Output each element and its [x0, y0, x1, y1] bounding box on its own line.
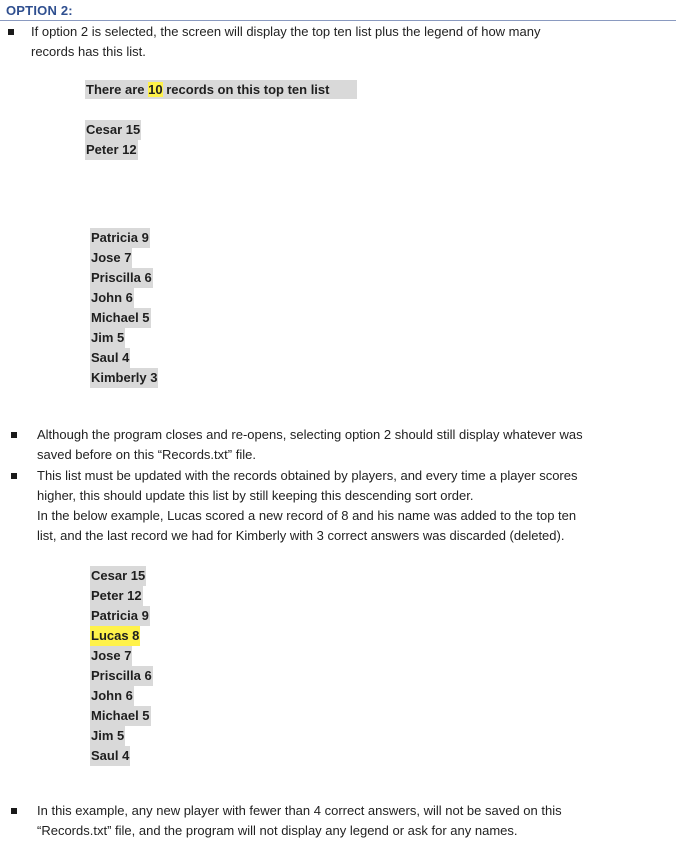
paragraph-line: In the below example, Lucas scored a new record of 8 and his name was added to the top ten	[37, 508, 577, 523]
list-item: Priscilla 6	[90, 268, 153, 288]
list-item: Saul 4	[90, 348, 130, 368]
paragraph-line: This list must be updated with the records obtained by players, and every time a player scores	[37, 468, 578, 483]
list-item: Peter 12	[90, 586, 143, 606]
paragraph-line: list, and the last record we had for Kimberly with 3 correct answers was discarded (deleted).	[37, 528, 565, 543]
legend-count: 10	[148, 82, 163, 97]
updated-top-ten-list	[90, 566, 153, 766]
list-item: Peter 12	[85, 140, 138, 160]
list-item: Jim 5	[90, 726, 125, 746]
paragraph-line: higher, this should update this list by still keeping this descending sort order.	[37, 488, 474, 503]
top-ten-list-part-2	[90, 228, 158, 388]
list-item: Saul 4	[90, 746, 130, 766]
bullet-marker	[11, 808, 17, 814]
bullet-paragraph-1	[31, 22, 540, 62]
list-item: Kimberly 3	[90, 368, 158, 388]
bullet-marker	[11, 432, 17, 438]
legend-prefix: There are	[86, 82, 149, 97]
list-item: Cesar 15	[85, 120, 141, 140]
bullet-marker	[11, 473, 17, 479]
paragraph-line: “Records.txt” file, and the program will not display any legend or ask for any names.	[37, 823, 518, 838]
bullet-paragraph-2	[37, 425, 583, 465]
paragraph-line: In this example, any new player with fewer than 4 correct answers, will not be saved on this	[37, 803, 562, 818]
section-heading: OPTION 2:	[6, 3, 73, 18]
list-item: Jose 7	[90, 248, 132, 268]
list-item: Jim 5	[90, 328, 125, 348]
bullet-paragraph-3	[37, 466, 578, 546]
paragraph-line: saved before on this “Records.txt” file.	[37, 447, 256, 462]
list-item: Patricia 9	[90, 228, 150, 248]
list-item-new-record: Lucas 8	[90, 626, 140, 646]
list-item: Cesar 15	[90, 566, 146, 586]
list-item: Priscilla 6	[90, 666, 153, 686]
records-legend	[85, 80, 357, 99]
list-item: John 6	[90, 288, 134, 308]
list-item: Jose 7	[90, 646, 132, 666]
paragraph-line: Although the program closes and re-opens, selecting option 2 should still display whatever was	[37, 427, 583, 442]
list-item: Patricia 9	[90, 606, 150, 626]
paragraph-line: records has this list.	[31, 44, 146, 59]
bullet-marker	[8, 29, 14, 35]
bullet-paragraph-4	[37, 801, 562, 841]
heading-rule	[0, 20, 676, 21]
legend-suffix: records on this top ten list	[162, 82, 330, 97]
top-ten-list-part-1	[85, 120, 141, 160]
list-item: Michael 5	[90, 308, 151, 328]
list-item: Michael 5	[90, 706, 151, 726]
list-item: John 6	[90, 686, 134, 706]
paragraph-line: If option 2 is selected, the screen will display the top ten list plus the legend of how many	[31, 24, 541, 39]
